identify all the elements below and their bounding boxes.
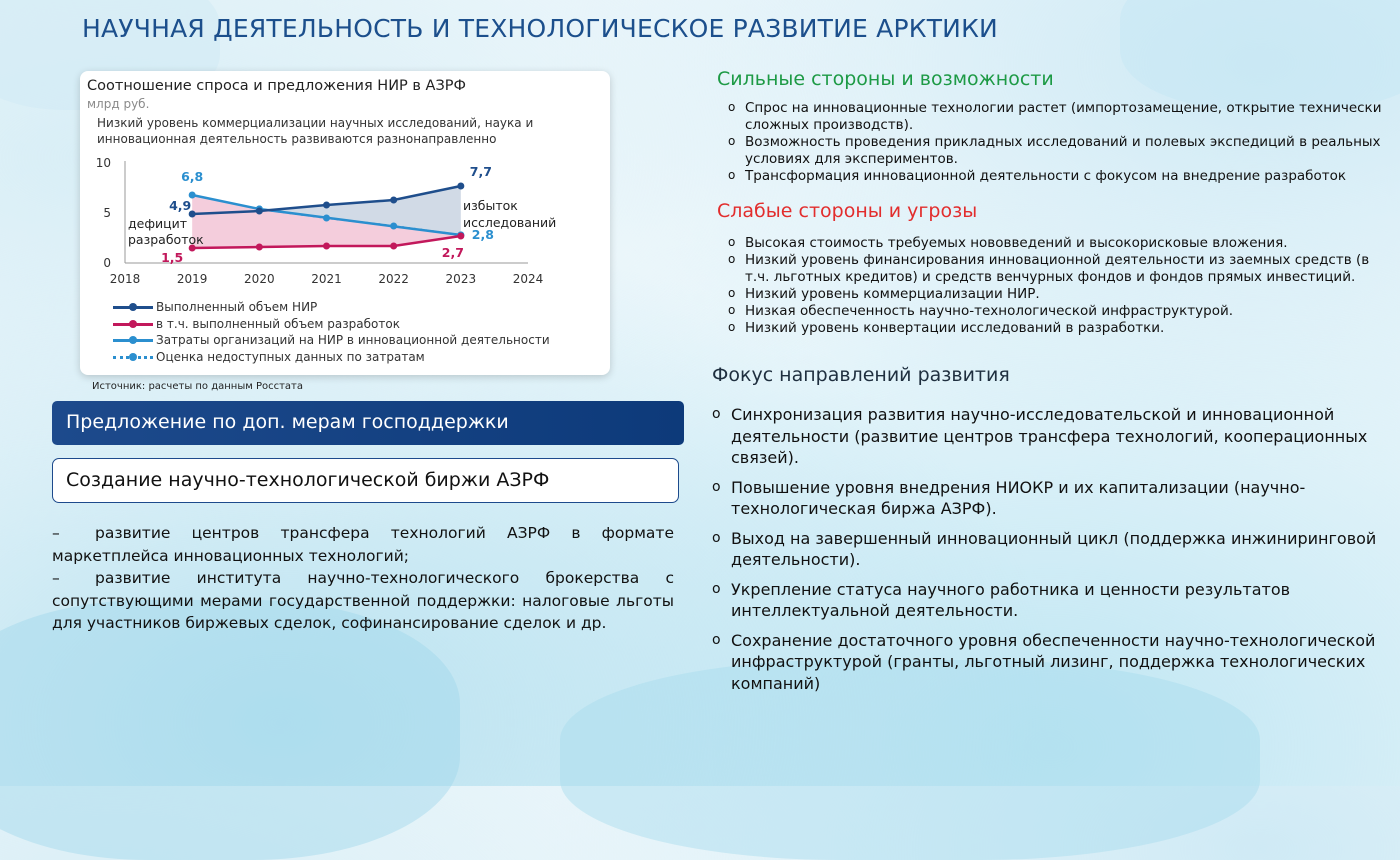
y-tick-label: 0: [103, 256, 111, 270]
y-tick-label: 10: [95, 156, 111, 170]
focus-list: [712, 404, 1392, 702]
data-label: 2,8: [471, 227, 494, 242]
legend-label: Выполненный объем НИР: [156, 300, 318, 315]
chart-legend: [113, 299, 550, 365]
data-label: 7,7: [469, 164, 492, 179]
data-point: [323, 243, 330, 250]
legend-item: [113, 299, 550, 316]
x-tick-label: 2018: [109, 272, 141, 286]
y-tick-label: 5: [103, 206, 111, 220]
measures-list: [52, 522, 674, 635]
data-point: [323, 202, 330, 209]
list-item: o Выход на завершенный инновационный цикл (поддержка инжиниринговой деятельности).: [712, 528, 1392, 571]
data-point: [390, 243, 397, 250]
focus-title: Фокус направлений развития: [712, 364, 1010, 386]
strengths-title: Сильные стороны и возможности: [717, 68, 1054, 90]
x-tick-label: 2024: [512, 272, 544, 286]
page-title: НАУЧНАЯ ДЕЯТЕЛЬНОСТЬ И ТЕХНОЛОГИЧЕСКОЕ РАЗВИТИЕ АРКТИКИ: [82, 14, 998, 43]
measure-dash: –: [52, 524, 60, 542]
legend-item: [113, 349, 550, 366]
data-label: 2,7: [441, 245, 464, 260]
legend-label: Оценка недоступных данных по затратам: [156, 349, 425, 364]
legend-item: [113, 316, 550, 333]
list-item: o Низкий уровень финансирования инновационной деятельности из заемных средств (в т.ч. льготных кредитов) и средств венчурных фондов и фондов прямых инвестиций.: [728, 252, 1383, 286]
legend-item: [113, 332, 550, 349]
annotation-deficit: дефицит: [128, 216, 188, 231]
x-tick-label: 2020: [244, 272, 275, 286]
list-item: o Синхронизация развития научно-исследовательской и инновационной деятельности (развитие центров трансфера технологий, кооперационных связей).: [712, 404, 1392, 469]
chart-source: Источник: расчеты по данным Росстата: [92, 381, 304, 392]
list-item: o Низкий уровень коммерциализации НИР.: [728, 286, 1383, 303]
data-label: 1,5: [161, 250, 184, 265]
data-point: [256, 244, 263, 251]
list-item: o Спрос на инновационные технологии растет (импортозамещение, открытие технически сложных производств).: [728, 100, 1383, 134]
list-item: o Возможность проведения прикладных исследований и полевых экспедиций в реальных условиях для экспериментов.: [728, 134, 1383, 168]
chart-subtitle: Низкий уровень коммерциализации научных исследований, наука и инновационная деятельность развиваются разнонаправленно: [97, 116, 534, 146]
data-point: [457, 183, 464, 190]
legend-label: Затраты организаций на НИР в инновационной деятельности: [156, 333, 550, 348]
measure-item: – развитие института научно-технологического брокерства с сопутствующими мерами государственной поддержки: налоговые льготы для участников биржевых сделок, софинансирование сделок и др.: [52, 569, 674, 632]
chart-title: Соотношение спроса и предложения НИР в АЗРФ: [87, 78, 467, 94]
weaknesses-title: Слабые стороны и угрозы: [717, 200, 978, 222]
chart-unit: млрд руб.: [87, 97, 150, 111]
x-tick-label: 2021: [311, 272, 342, 286]
list-item: o Укрепление статуса научного работника и ценности результатов интеллектуальной деятельности.: [712, 579, 1392, 622]
chart-card: [80, 71, 610, 375]
list-item: o Высокая стоимость требуемых нововведений и высокорисковые вложения.: [728, 235, 1383, 252]
data-label: 6,8: [181, 169, 204, 184]
exchange-box: Создание научно-технологической биржи АЗРФ: [52, 458, 679, 503]
weaknesses-list: [728, 235, 1383, 337]
annotation-deficit: разработок: [128, 232, 204, 247]
background-ice: [1120, 0, 1400, 110]
list-item: o Низкая обеспеченность научно-технологической инфраструктурой.: [728, 303, 1383, 320]
measure-dash: –: [52, 569, 60, 587]
data-label: 4,9: [169, 198, 192, 213]
annotation-surplus: исследований: [463, 215, 557, 230]
list-item: o Трансформация инновационной деятельности с фокусом на внедрение разработок: [728, 168, 1383, 185]
x-tick-label: 2023: [445, 272, 477, 286]
data-point: [390, 197, 397, 204]
list-item: o Сохранение достаточного уровня обеспеченности научно-технологической инфраструктурой (гранты, льготный лизинг, поддержка технологических компаний): [712, 630, 1392, 695]
x-tick-label: 2019: [176, 272, 208, 286]
legend-label: в т.ч. выполненный объем разработок: [156, 316, 400, 331]
list-item: o Низкий уровень конвертации исследований в разработки.: [728, 320, 1383, 337]
data-point: [256, 208, 263, 215]
annotation-surplus: избыток: [463, 198, 518, 213]
list-item: o Повышение уровня внедрения НИОКР и их капитализации (научно-технологическая биржа АЗРФ).: [712, 477, 1392, 520]
data-point: [457, 233, 464, 240]
strengths-list: [728, 100, 1383, 185]
measure-item: – развитие центров трансфера технологий АЗРФ в формате маркетплейса инновационных технологий;: [52, 524, 674, 565]
x-tick-label: 2022: [378, 272, 409, 286]
proposal-banner: Предложение по доп. мерам господдержки: [52, 401, 684, 445]
background-ice: [0, 600, 460, 860]
